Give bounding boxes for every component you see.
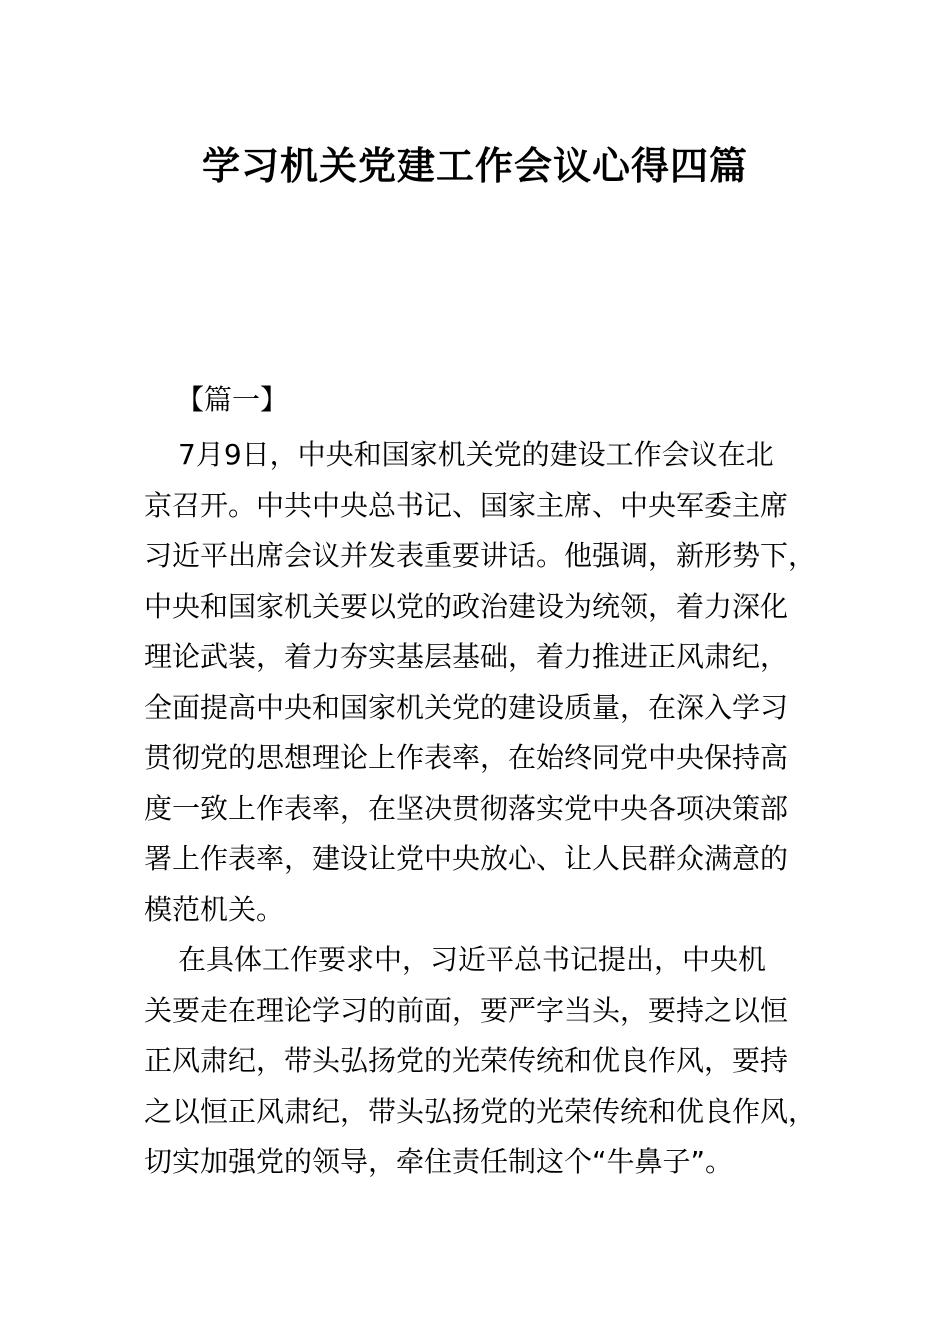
paragraph-line: 度一致上作表率，在坚决贯彻落实党中央各项决策部: [144, 791, 789, 825]
paragraph-line: 关要走在理论学习的前面，要严字当头，要持之以恒: [144, 993, 789, 1027]
section-label: 【篇一】: [176, 383, 289, 416]
paragraph-line: 中央和国家机关要以党的政治建设为统领，着力深化: [144, 589, 789, 623]
paragraph-1: [144, 430, 824, 935]
paragraph-line: 全面提高中央和国家机关党的建设质量，在深入学习: [144, 690, 789, 724]
paragraph-line: 正风肃纪，带头弘扬党的光荣传统和优良作风，要持: [144, 1044, 789, 1077]
paragraph-line: 习近平出席会议并发表重要讲话。他强调，新形势下，: [144, 539, 817, 572]
paragraph-line: 7月9日，中央和国家机关党的建设工作会议在北: [178, 438, 774, 471]
paragraph-line: 京召开。中共中央总书记、国家主席、中央军委主席: [144, 488, 789, 522]
paragraph-line: 在具体工作要求中，习近平总书记提出，中央机: [178, 943, 767, 976]
paragraph-line: 之以恒正风肃纪，带头弘扬党的光荣传统和优良作风，: [144, 1094, 817, 1128]
paragraph-line: 贯彻党的思想理论上作表率，在始终同党中央保持高: [144, 741, 789, 774]
paragraph-line: 署上作表率，建设让党中央放心、让人民群众满意的: [144, 842, 789, 875]
paragraph-line: 理论武装，着力夯实基层基础，着力推进正风肃纪，: [144, 640, 789, 673]
document-title: 学习机关党建工作会议心得四篇: [201, 144, 748, 188]
paragraph-2: [144, 935, 824, 1188]
paragraph-line: 切实加强党的领导，牵住责任制这个“牛鼻子”。: [144, 1145, 734, 1178]
paragraph-line: 模范机关。: [144, 892, 285, 926]
